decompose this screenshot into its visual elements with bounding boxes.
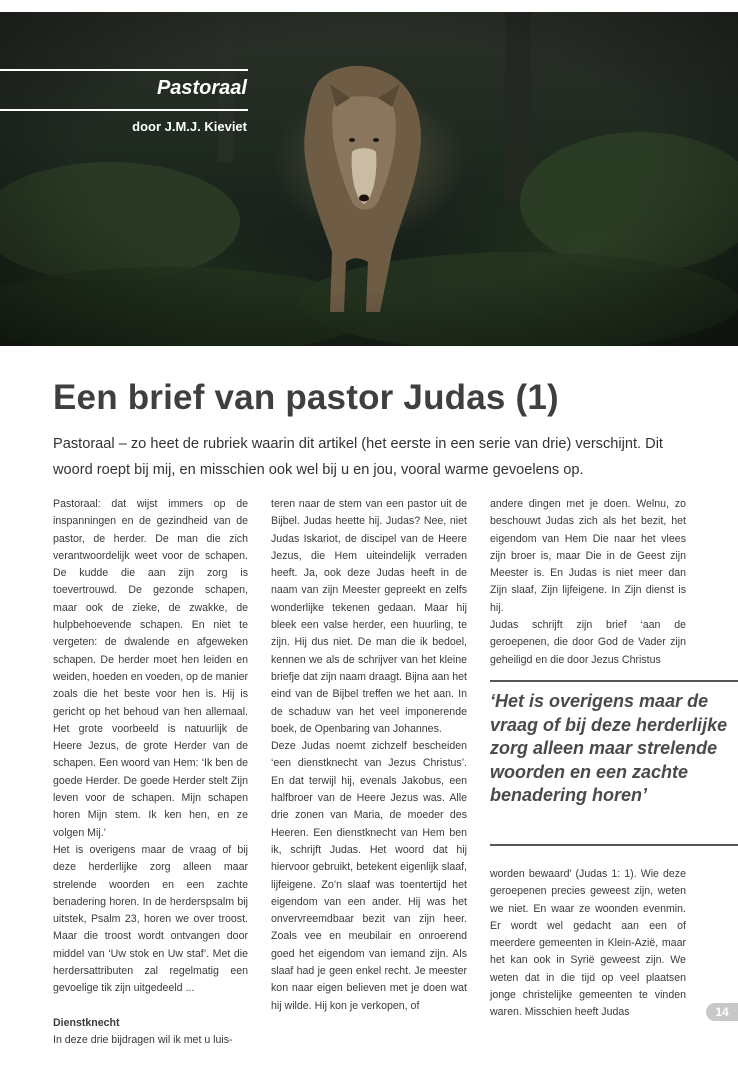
paragraph: In deze drie bijdragen wil ik met u luis- xyxy=(53,1034,233,1047)
pullquote-rule-bottom xyxy=(490,844,738,846)
paragraph: teren naar de stem van een pastor uit de Bijbel. Judas heette hij. Judas? Nee, niet Judas Iskariot, de discipel van de Heere Jezus, die Hem uiteindelijk verraden heeft. Ja, ook deze Judas heeft in de naam van zijn Meester gepreekt en zelfs wonderlijke tekenen gedaan. Maar hij bleek een valse herder, een huurling, te zijn. Hij dus niet. De man die ik bedoel, kennen we als de schrijver van het kleine briefje dat zijn naam draagt. Bijna aan het eind van de Bijbel treffen we het aan. In de schaduw van het veel imponerende boek, de Openbaring van Johannes. xyxy=(271,498,467,735)
column-1 xyxy=(53,496,248,1050)
subheading: Dienstknecht xyxy=(53,1016,120,1029)
article-title: Een brief van pastor Judas (1) xyxy=(53,378,559,417)
page-number: 14 xyxy=(706,1003,738,1021)
paragraph: andere dingen met je doen. Welnu, zo beschouwt Judas zich als het bezit, het eigendom van Hem Die naar het vlees zijn broer is, maar Die in de Geest zijn Meester is. En Judas is niet meer dan Zijn slaaf, Zijn lijfeigene. In Zijn dienst is hij. xyxy=(490,498,686,614)
paragraph: worden bewaard’ (Judas 1: 1). Wie deze geroepenen precies geweest zijn, weten we niet. En waar ze woonden evenmin. Er wordt wel gedacht aan een of meerdere gemeenten in Klein-Azië, maar het kan ook in Syrië geweest zijn. We weten dat in die tijd op veel plaatsen jonge christelijke gemeenten te vinden waren. Misschien heeft Judas xyxy=(490,868,686,1019)
article-lead: Pastoraal – zo heet de rubriek waarin dit artikel (het eerste in een serie van drie) verschijnt. Dit woord roept bij mij, en misschien ook wel bij u en jou, vooral warme gevoelens op. xyxy=(53,436,663,478)
paragraph: Het is overigens maar de vraag of bij deze herderlijke zorg alleen maar strelende woorden en een zachte benadering horen. In de herderspsalm bij uitstek, Psalm 23, horen we over troost. Maar die troost wordt ontvangen door middel van ‘Uw stok en Uw staf’. Met die herdersattributen zal regelmatig een gevoelige tik zijn uitgedeeld ... xyxy=(53,843,248,995)
author-byline: door J.M.J. Kieviet xyxy=(132,119,247,134)
column-3-continued xyxy=(490,866,686,1022)
pullquote: ‘Het is overigens maar de vraag of bij deze herderlijke zorg alleen maar strelende woorden en een zachte benadering horen’ xyxy=(490,691,728,806)
hero-photo xyxy=(0,12,738,346)
column-3 xyxy=(490,496,686,669)
pullquote-rule-top xyxy=(490,680,738,682)
header-rule-top xyxy=(0,69,248,71)
paragraph: Judas schrijft zijn brief ‘aan de geroepenen, die door God de Vader zijn geheiligd en die door Jezus Christus xyxy=(490,619,686,666)
header-rule-bottom xyxy=(0,109,248,111)
column-2 xyxy=(271,496,467,1015)
paragraph: Deze Judas noemt zichzelf bescheiden ‘een dienstknecht van Jezus Christus’. En dat terwijl hij, evenals Jakobus, een halfbroer van de Heere Jezus was. Alle drie zonen van Maria, de moeder des Heeren. Een dienstknecht van Hem ben ik, schrijft Judas. Het woord dat hij hiervoor gebruikt, betekent eigenlijk slaaf, lijfeigene. Zo’n slaaf was toentertijd het eigendom van een ander. Hij was het onvervreemdbaar bezit van zijn heer. Zoals vee en meubilair en onroerend goed het eigendom van iemand zijn. Als slaaf had je geen enkel recht. Je meester kon naar eigen believen met je doen wat hij wilde. Hij kon je verkopen, of xyxy=(271,740,467,1012)
section-label: Pastoraal xyxy=(156,77,247,99)
wolf-photo xyxy=(0,12,738,346)
paragraph: Pastoraal: dat wijst immers op de inspanningen en de gezindheid van de pastor, de herder. De man die zich verantwoordelijk weet voor de schapen. De kudde die aan zijn zorg is toevertrouwd. De gezonde schapen, maar ook de zieke, de zwakke, de hulpbehoevende schapen. En niet te vergeten: de dwalende en afgeweken schapen. De herder moet hen leiden en weiden, hoeden en voeden, op de manier zoals die het beste voor hen is. Hij is gericht op het behoud van hen allemaal. Het grote voorbeeld is natuurlijk de Heere Jezus, de grote Herder van de schapen. Een woord van Hem: ‘Ik ben de goede Herder. De goede Herder stelt Zijn leven voor de schapen. Mijn schapen horen Mijn stem. Ik ken hen, en ze volgen Mij.’ xyxy=(53,498,248,839)
